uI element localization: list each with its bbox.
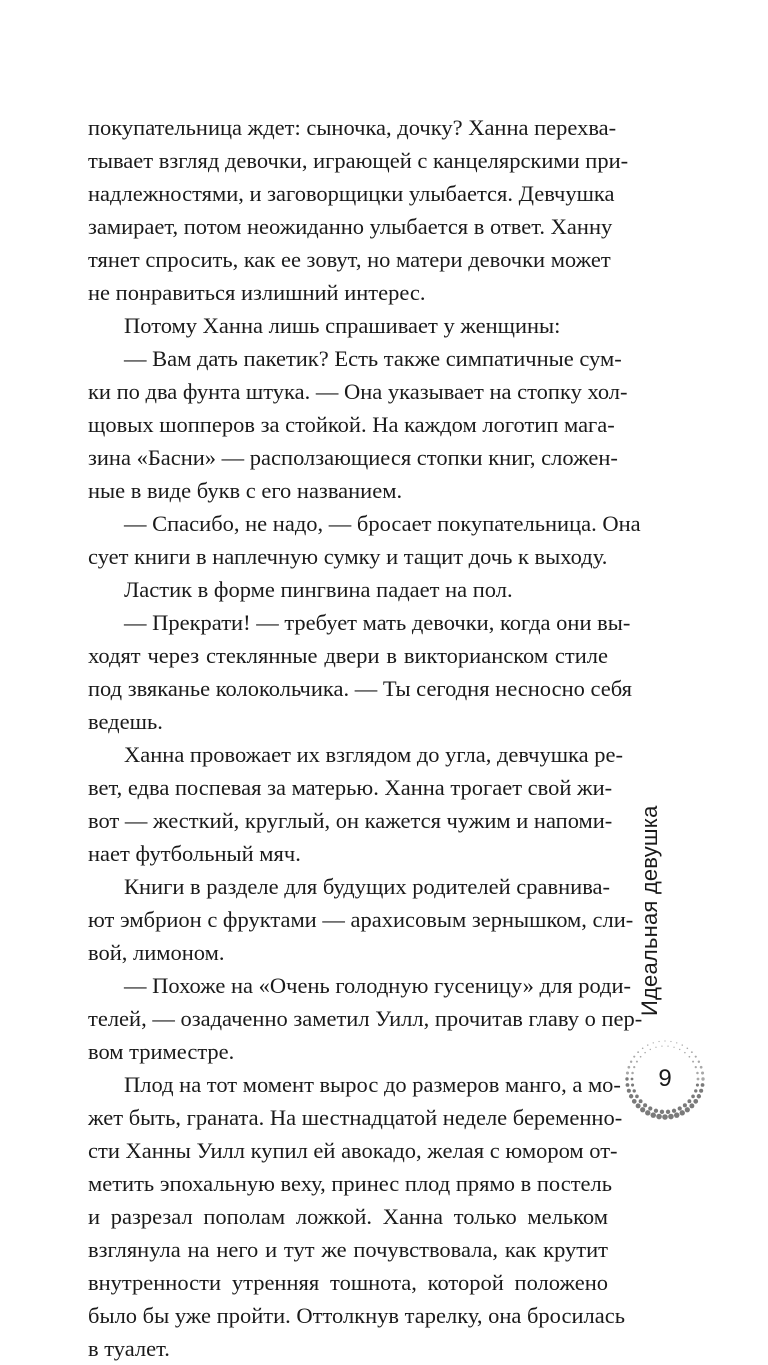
text-line: жет быть, граната. На шестнадцатой неделе беременно- [88, 1105, 623, 1130]
text-line: в туалет. [88, 1336, 170, 1361]
text-line: вет, едва поспевая за матерью. Ханна трогает свой жи- [88, 775, 613, 800]
text-line: ходят через стеклянные двери в викторианском стиле [88, 643, 608, 668]
text-line: — Вам дать пакетик? Есть также симпатичные сум- [124, 346, 622, 371]
text-line: вой, лимоном. [88, 940, 225, 965]
page-number: 9 [658, 1065, 672, 1092]
text-line: ки по два фунта штука. — Она указывает на стопку хол- [88, 379, 628, 404]
text-line: вот — жесткий, круглый, он кажется чужим и напоми- [88, 808, 613, 833]
text-line: нает футбольный мяч. [88, 841, 301, 866]
text-line: вом триместре. [88, 1039, 235, 1064]
text-line: — Спасибо, не надо, — бросает покупательница. Она [124, 511, 641, 536]
text-line: ведешь. [88, 709, 163, 734]
text-line: и разрезал пополам ложкой. Ханна только мельком [88, 1204, 608, 1229]
text-line: тянет спросить, как ее зовут, но матери девочки может [88, 247, 611, 272]
text-line: взглянула на него и тут же почувствовала, как крутит [88, 1237, 608, 1262]
text-line: покупательница ждет: сыночка, дочку? Ханна перехва- [88, 115, 617, 140]
text-line: ют эмбрион с фруктами — арахисовым зернышком, сли- [88, 907, 634, 932]
text-line: метить эпохальную веху, принес плод прямо в постель [88, 1171, 613, 1196]
text-line: надлежностями, и заговорщицки улыбается. Девчушка [88, 181, 615, 206]
text-line: Плод на тот момент вырос до размеров манго, а мо- [124, 1072, 621, 1097]
text-line: не понравиться излишний интерес. [88, 280, 426, 305]
text-line: тывает взгляд девочки, играющей с канцелярскими при- [88, 148, 629, 173]
text-line: зина «Басни» — расползающиеся стопки книг, сложен- [88, 445, 618, 470]
text-line: Ластик в форме пингвина падает на пол. [124, 577, 513, 602]
text-line: было бы уже пройти. Оттолкнув тарелку, она бросилась [88, 1303, 625, 1328]
text-line: сует книги в наплечную сумку и тащит дочь к выходу. [88, 544, 608, 569]
text-line: телей, — озадаченно заметил Уилл, прочитав главу о пер- [88, 1006, 643, 1031]
body-text [88, 111, 643, 1365]
text-line: под звяканье колокольчика. — Ты сегодня несносно себя [88, 676, 632, 701]
text-line: — Прекрати! — требует мать девочки, когда они вы- [124, 610, 631, 635]
text-line: внутренности утренняя тошнота, которой положено [88, 1270, 608, 1295]
running-title: Идеальная девушка [637, 805, 662, 1016]
text-line: замирает, потом неожиданно улыбается в ответ. Ханну [88, 214, 613, 239]
text-line: ные в виде букв с его названием. [88, 478, 403, 503]
text-line: Ханна провожает их взглядом до угла, девчушка ре- [124, 742, 623, 767]
page-number-ornament [622, 1036, 708, 1122]
text-line: сти Ханны Уилл купил ей авокадо, желая с юмором от- [88, 1138, 618, 1163]
text-line: — Похоже на «Очень голодную гусеницу» для роди- [124, 973, 632, 998]
text-line: щовых шопперов за стойкой. На каждом логотип мага- [88, 412, 615, 437]
text-line: Книги в разделе для будущих родителей сравнива- [124, 874, 611, 899]
text-line: Потому Ханна лишь спрашивает у женщины: [124, 313, 561, 338]
